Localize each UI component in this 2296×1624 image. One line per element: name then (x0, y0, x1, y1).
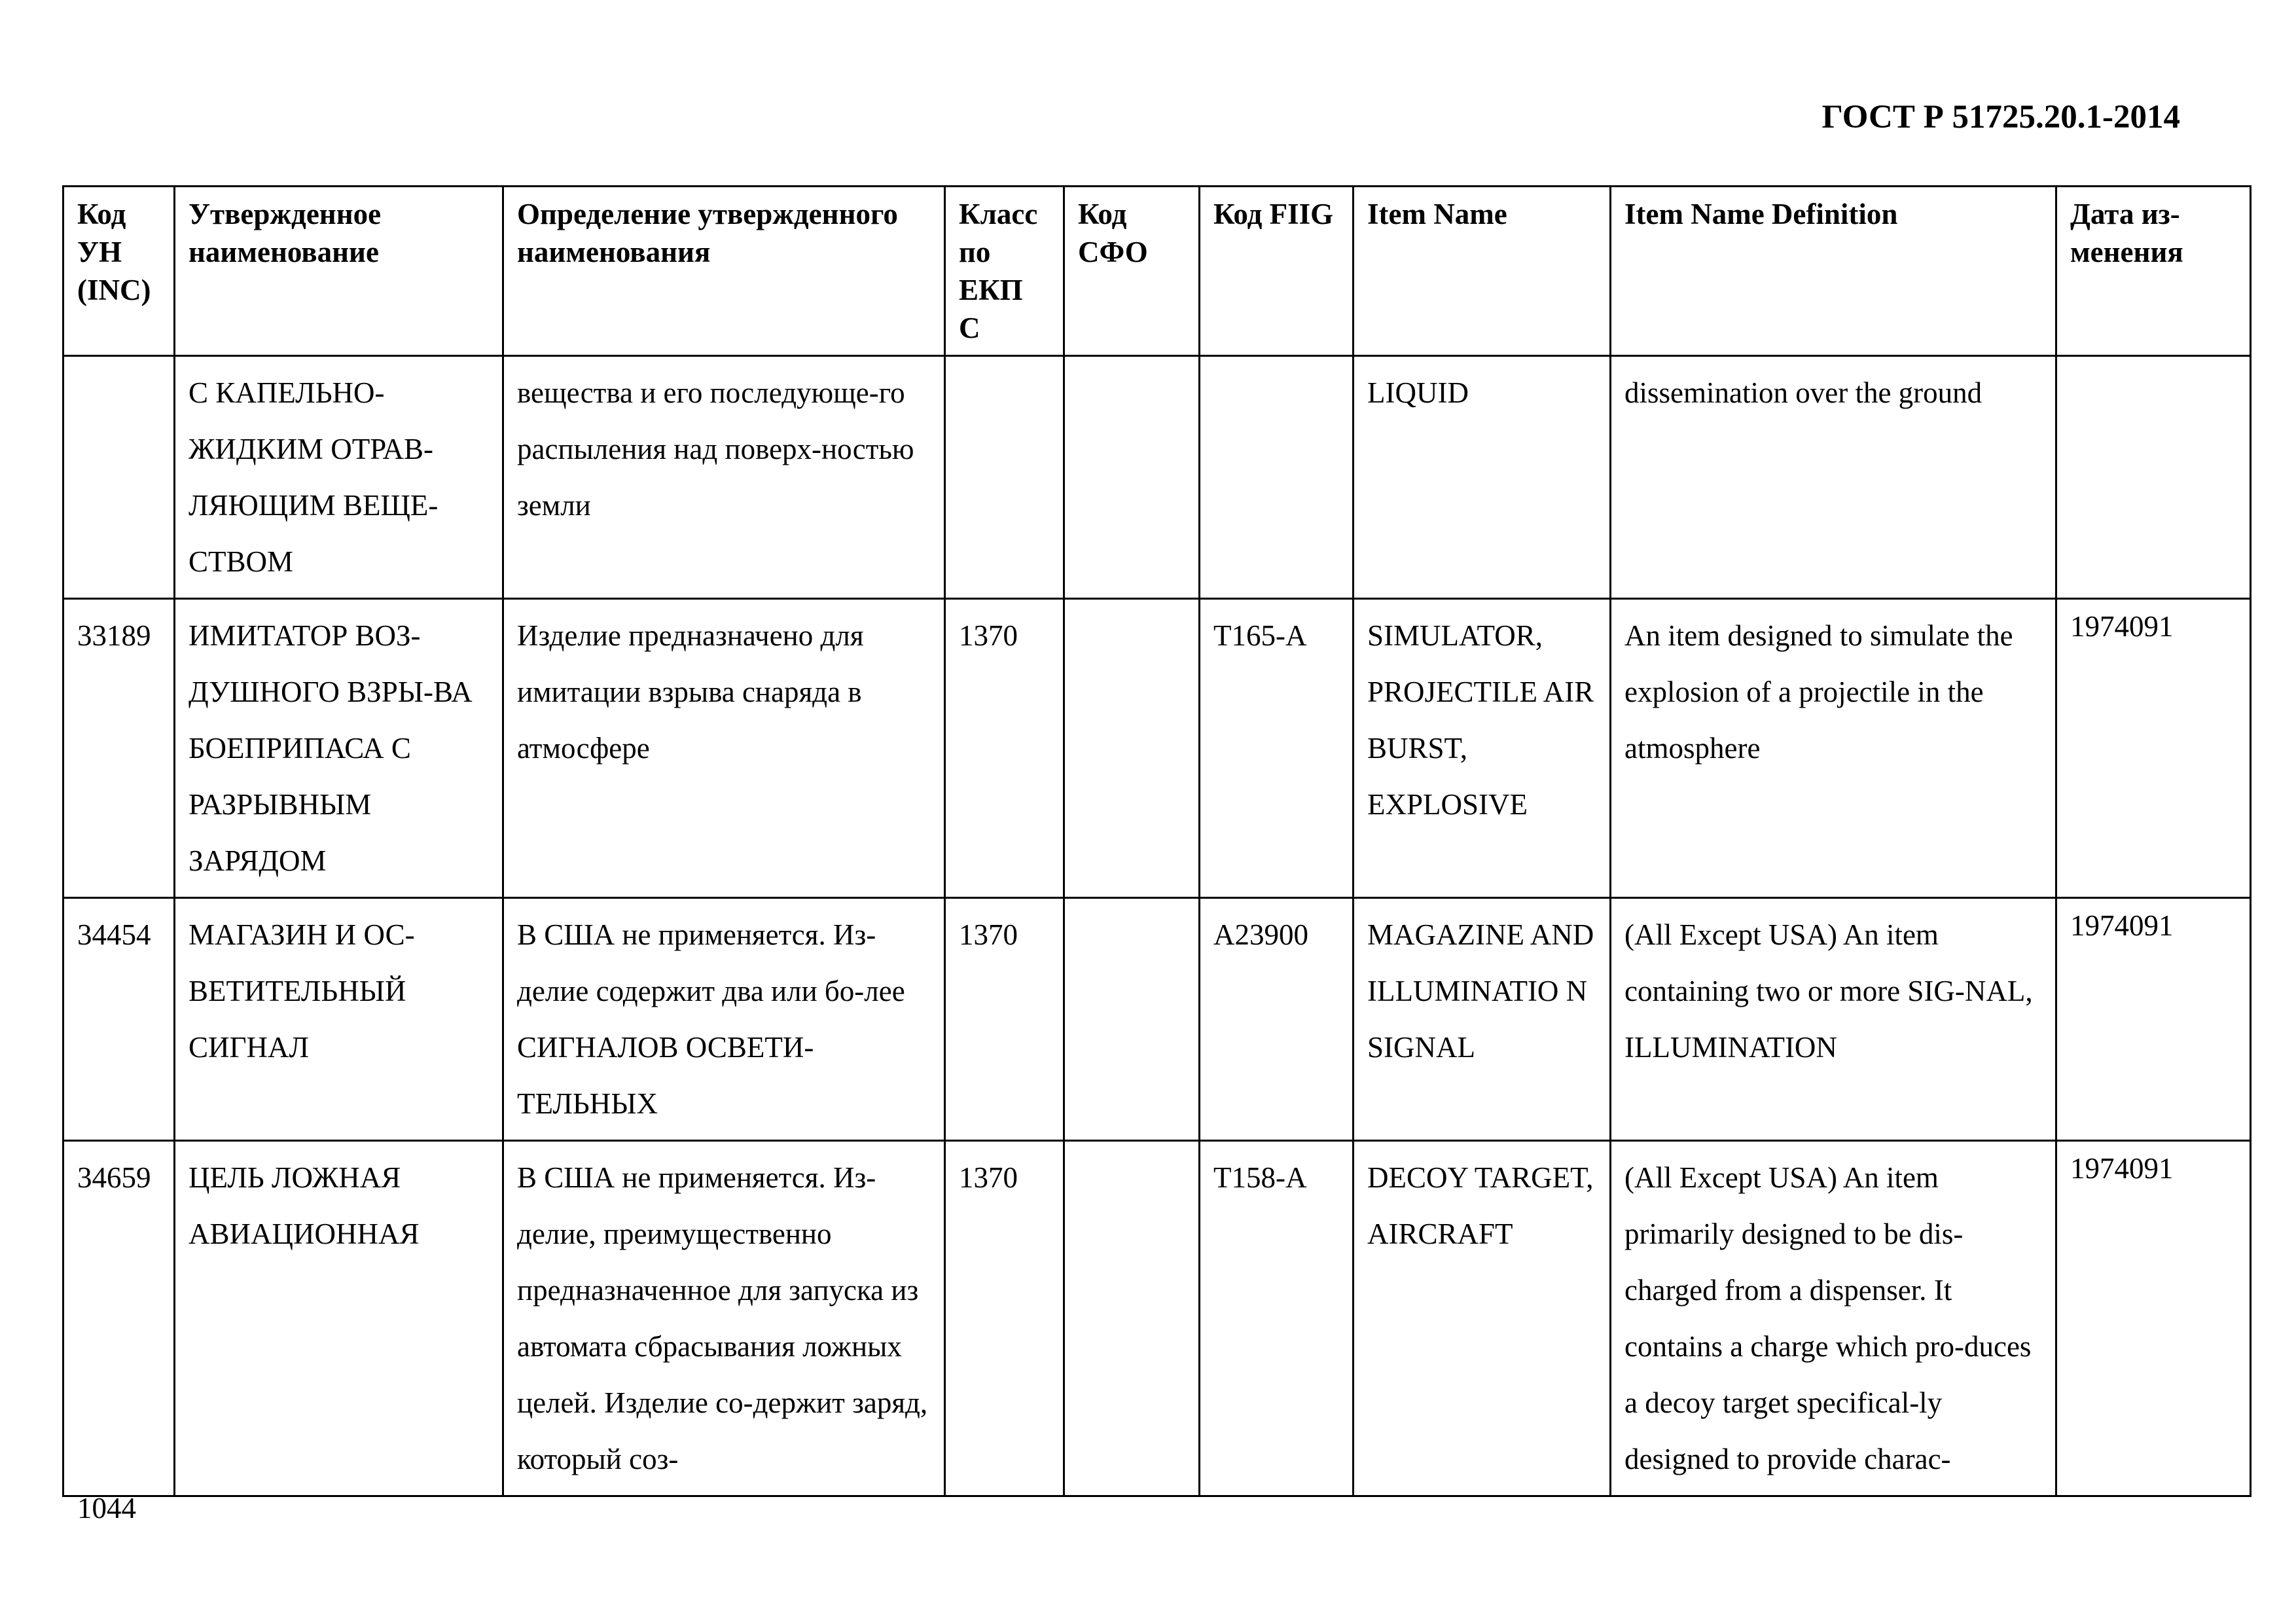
cell-definition: Изделие предназначено для имитации взрыва снаряда в атмосфере (503, 599, 945, 898)
cell-name: ЦЕЛЬ ЛОЖНАЯ АВИАЦИОННАЯ (175, 1141, 503, 1496)
cell-ekps-class (945, 356, 1064, 599)
col-header-definition: Определение утвержденного наименования (503, 187, 945, 356)
cell-fiig-code (1200, 356, 1354, 599)
items-table (62, 185, 2251, 1497)
col-header-inc: Код УН (INC) (63, 187, 175, 356)
cell-ekps-class: 1370 (945, 599, 1064, 898)
cell-inc (63, 356, 175, 599)
table-row (63, 1141, 2251, 1496)
cell-name: МАГАЗИН И ОС-ВЕТИТЕЛЬНЫЙ СИГНАЛ (175, 898, 503, 1141)
col-header-change-date: Дата из-менения (2056, 187, 2251, 356)
cell-change-date: 1974091 (2056, 599, 2251, 898)
cell-item-name-definition: An item designed to simulate the explosion of a projectile in the atmosphere (1611, 599, 2056, 898)
cell-sfo-code (1064, 1141, 1200, 1496)
table-header-row (63, 187, 2251, 356)
cell-change-date: 1974091 (2056, 1141, 2251, 1496)
cell-change-date (2056, 356, 2251, 599)
cell-definition: В США не применяется. Из-делие, преимущественно предназначенное для запуска из автомата сбрасывания ложных целей. Изделие со-держит заряд, который соз- (503, 1141, 945, 1496)
cell-inc: 34659 (63, 1141, 175, 1496)
table-row (63, 898, 2251, 1141)
cell-ekps-class: 1370 (945, 898, 1064, 1141)
cell-item-name-definition: dissemination over the ground (1611, 356, 2056, 599)
cell-name: С КАПЕЛЬНО-ЖИДКИМ ОТРАВ-ЛЯЮЩИМ ВЕЩЕ-СТВОМ (175, 356, 503, 599)
cell-name: ИМИТАТОР ВОЗ-ДУШНОГО ВЗРЫ-ВА БОЕПРИПАСА С РАЗРЫВНЫМ ЗАРЯДОМ (175, 599, 503, 898)
cell-item-name: DECOY TARGET, AIRCRAFT (1354, 1141, 1611, 1496)
table-row (63, 599, 2251, 898)
col-header-fiig-code: Код FIIG (1200, 187, 1354, 356)
col-header-name: Утвержденное наименование (175, 187, 503, 356)
cell-ekps-class: 1370 (945, 1141, 1064, 1496)
col-header-ekps-class: Класс по ЕКП С (945, 187, 1064, 356)
col-header-item-name: Item Name (1354, 187, 1611, 356)
cell-fiig-code: T165-A (1200, 599, 1354, 898)
table-row (63, 356, 2251, 599)
cell-sfo-code (1064, 599, 1200, 898)
col-header-sfo-code: Код СФО (1064, 187, 1200, 356)
cell-fiig-code: T158-A (1200, 1141, 1354, 1496)
cell-item-name-definition: (All Except USA) An item primarily designed to be dis-charged from a dispenser. It contains a charge which pro-duces a decoy target specifical-ly designed to provide charac- (1611, 1141, 2056, 1496)
col-header-item-name-definition: Item Name Definition (1611, 187, 2056, 356)
cell-sfo-code (1064, 898, 1200, 1141)
cell-sfo-code (1064, 356, 1200, 599)
cell-definition: вещества и его последующе-го распыления над поверх-ностью земли (503, 356, 945, 599)
cell-inc: 33189 (63, 599, 175, 898)
cell-change-date: 1974091 (2056, 898, 2251, 1141)
page-number: 1044 (77, 1492, 136, 1525)
cell-item-name-definition: (All Except USA) An item containing two or more SIG-NAL, ILLUMINATION (1611, 898, 2056, 1141)
cell-definition: В США не применяется. Из-делие содержит два или бо-лее СИГНАЛОВ ОСВЕТИ-ТЕЛЬНЫХ (503, 898, 945, 1141)
cell-item-name: LIQUID (1354, 356, 1611, 599)
cell-inc: 34454 (63, 898, 175, 1141)
cell-fiig-code: A23900 (1200, 898, 1354, 1141)
document-code: ГОСТ Р 51725.20.1-2014 (1821, 99, 2180, 135)
cell-item-name: SIMULATOR, PROJECTILE AIR BURST, EXPLOSIVE (1354, 599, 1611, 898)
cell-item-name: MAGAZINE AND ILLUMINATIO N SIGNAL (1354, 898, 1611, 1141)
